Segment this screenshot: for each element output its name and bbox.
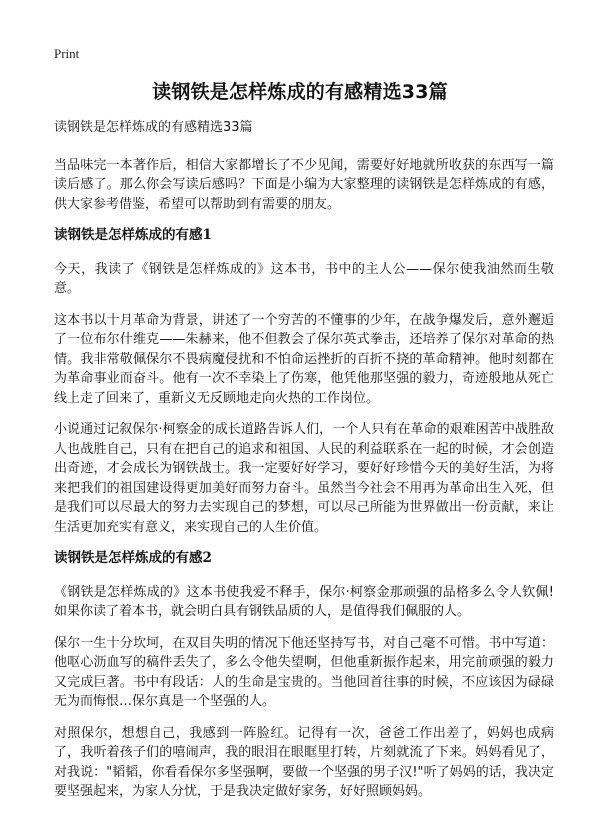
print-label: Print (54, 46, 80, 61)
paragraph: 小说通过记叙保尔·柯察金的成长道路告诉人们，一个人只有在革命的艰难困苦中战胜敌人也战胜自己，只有在把自己的追求和祖国、人民的利益联系在一起的时候，才会创造出奇迹，才会成长为钢铁战士。我一定要好好学习，要好好珍惜今天的美好生活，为将来把我们的祖国建设得更加美好而努力奋斗。虽然当今社会不用再为革命出生入死，但是我们可以尽最大的努力去实现自己的梦想，可以尽己所能为世界做出一份贡献，来让生活更加充实有意义，来实现自己的人生价值。 (54, 422, 554, 535)
paragraph: 今天，我读了《钢铁是怎样炼成的》这本书，书中的主人公——保尔使我油然而生敬意。 (54, 261, 554, 296)
paragraph: 这本书以十月革命为背景，讲述了一个穷苦的不懂事的少年，在战争爆发后，意外邂逅了一位布尔什维克——朱赫来，他不但教会了保尔英式拳击，还培养了保尔对革命的热情。我非常敬佩保尔不畏病魔侵扰和不怕命运挫折的百折不挠的革命精神。他时刻都在为革命事业而奋斗。他有一次不幸染上了伤寒，他凭他那坚强的毅力，奇迹般地从死亡线上走了回来了，重新义无反顾地走向火热的工作岗位。 (54, 312, 554, 406)
paragraph: 《钢铁是怎样炼成的》这本书使我爱不释手，保尔·柯察金那顽强的品格多么令人钦佩!如果你读了着本书，就会明白具有钢铁品质的人，是值得我们佩服的人。 (54, 584, 554, 619)
paragraph: 对照保尔，想想自己，我感到一阵脸红。记得有一次，爸爸工作出差了，妈妈也成病了，我听着孩子们的嘻闹声，我的眼泪在眼眶里打转，片刻就流了下来。妈妈看见了，对我说："韬韬，你看看保尔多坚强啊，要做一个坚强的男子汉!"听了妈妈的话，我决定要坚强起来，为家人分忧，于是我决定做好家务，好好照顾妈妈。 (54, 725, 554, 799)
article-subtitle: 读钢铁是怎样炼成的有感精选33篇 (54, 120, 253, 135)
page-title: 读钢铁是怎样炼成的有感精选33篇 (152, 81, 448, 103)
article-body (54, 118, 554, 814)
paragraph: 保尔一生十分坎坷，在双目失明的情况下他还坚持写书，对自己毫不可惜。书中写道：他呕心沥血写的稿件丢失了，多么令他失望啊，但他重新振作起来，用完前顽强的毅力又完成巨著。书中有段话：人的生命是宝贵的。当他回首往事的时候，不应该因为碌碌无为而悔恨…保尔真是一个坚强的人。 (54, 635, 554, 709)
section-heading: 读钢铁是怎样炼成的有感2 (54, 550, 212, 566)
section-heading: 读钢铁是怎样炼成的有感1 (54, 227, 212, 243)
intro-paragraph: 当品味完一本著作后，相信大家都增长了不少见闻，需要好好地就所收获的东西写一篇读后感了。那么你会写读后感吗？下面是小编为大家整理的读钢铁是怎样炼成的有感，供大家参考借鉴，希望可以帮助到有需要的朋友。 (54, 157, 554, 212)
